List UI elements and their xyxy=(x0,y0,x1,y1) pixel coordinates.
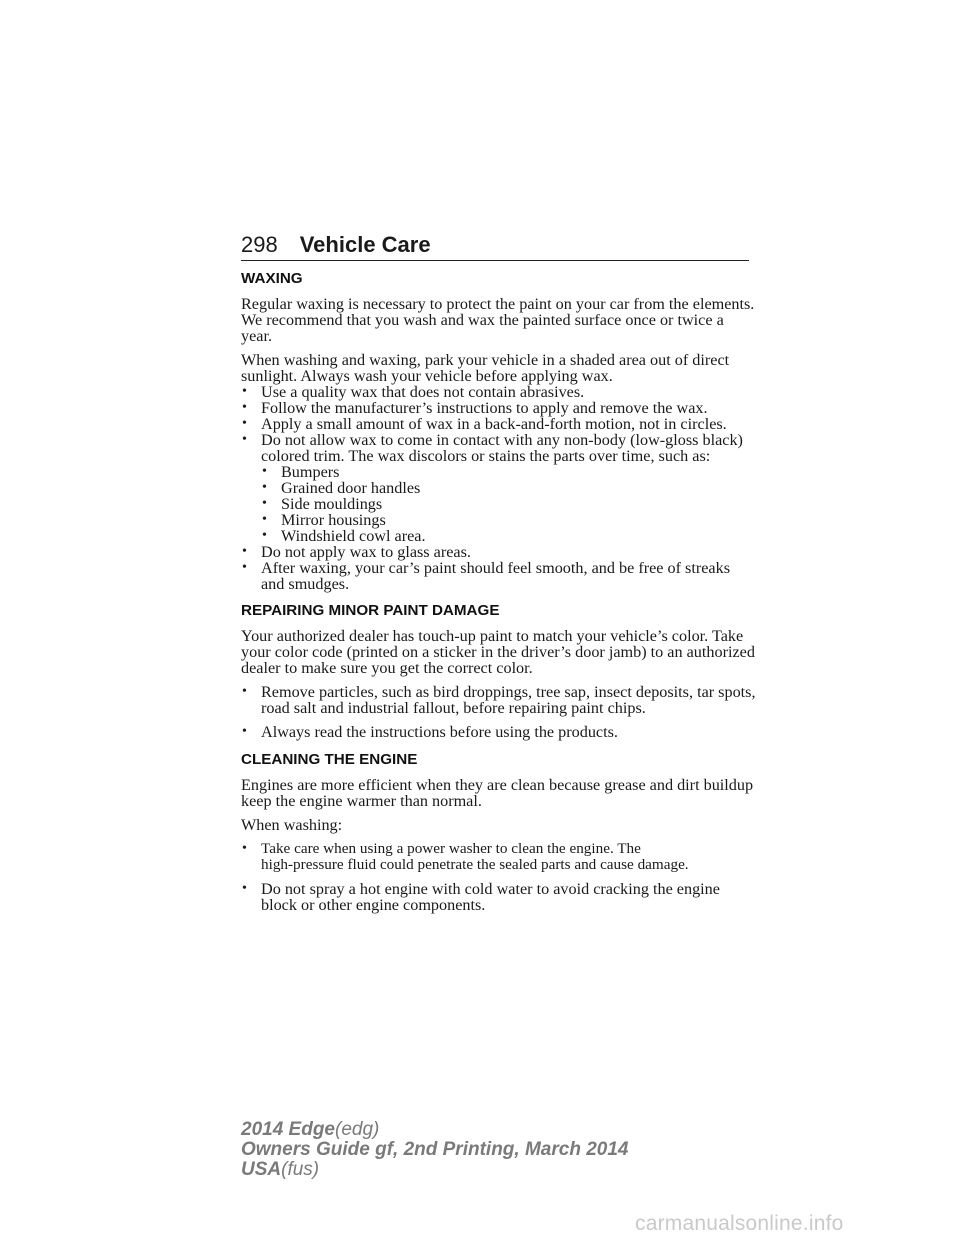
list-item xyxy=(241,841,756,873)
document-footer xyxy=(241,1120,628,1180)
list-item xyxy=(241,432,756,464)
footer-model-line xyxy=(241,1120,628,1140)
list-item-text: Apply a small amount of wax in a back-and-forth motion, not in circles. xyxy=(261,415,727,433)
sub-list-item xyxy=(241,528,756,544)
when-washing-label: When washing: xyxy=(241,816,343,834)
watermark: carmanualsonline.info xyxy=(635,1212,844,1235)
list-item-text-line-1: Take care when using a power washer to clean the engine. The xyxy=(261,840,641,857)
waxing-paragraph-2: When washing and waxing, park your vehicle in a shaded area out of direct sunlight. Always wash your vehicle before applying wax. xyxy=(241,351,730,385)
sub-list-item-text: Mirror housings xyxy=(281,511,386,529)
sub-list-item xyxy=(241,480,756,496)
bullet-icon: • xyxy=(242,432,247,447)
paint-damage-bullet-list xyxy=(241,684,756,740)
list-item-text: Always read the instructions before using the products. xyxy=(261,723,618,741)
list-item xyxy=(241,544,756,560)
bullet-icon: • xyxy=(242,544,247,559)
engine-cleaning-bullet-list xyxy=(241,841,756,913)
waxing-heading: WAXING xyxy=(241,270,303,287)
list-item xyxy=(241,881,756,913)
sub-list-item xyxy=(241,496,756,512)
page-header xyxy=(241,228,749,261)
list-item xyxy=(241,384,756,400)
bullet-icon: • xyxy=(242,560,247,575)
page-content xyxy=(241,270,756,913)
waxing-paragraph-1: Regular waxing is necessary to protect the paint on your car from the elements. We recommend that you wash and wax the painted surface once or twice a year. xyxy=(241,295,755,345)
footer-market-line xyxy=(241,1160,628,1180)
sub-list-item xyxy=(241,512,756,528)
bullet-icon: • xyxy=(262,528,267,543)
footer-model: 2014 Edge xyxy=(241,1119,335,1140)
bullet-icon: • xyxy=(262,512,267,527)
engine-cleaning-heading: CLEANING THE ENGINE xyxy=(241,751,418,768)
bullet-icon: • xyxy=(242,841,247,856)
list-item xyxy=(241,560,756,592)
bullet-icon: • xyxy=(242,384,247,399)
bullet-icon: • xyxy=(242,400,247,415)
list-item-text: Remove particles, such as bird droppings, tree sap, insect deposits, tar spots, road salt and industrial fallout, before repairing paint chips. xyxy=(261,683,756,717)
sub-list-item-text: Side mouldings xyxy=(281,495,383,513)
list-item-text: Use a quality wax that does not contain abrasives. xyxy=(261,383,585,401)
list-item-text: Follow the manufacturer’s instructions to apply and remove the wax. xyxy=(261,399,708,417)
footer-market: USA xyxy=(241,1159,282,1180)
bullet-icon: • xyxy=(262,496,267,511)
waxing-bullet-list xyxy=(241,384,756,592)
paint-damage-heading: REPAIRING MINOR PAINT DAMAGE xyxy=(241,602,500,619)
paint-damage-paragraph: Your authorized dealer has touch-up paint to match your vehicle’s color. Take your color code (printed on a sticker in the driver’s door jamb) to an authorized dealer to make sure you get the correct color. xyxy=(241,627,755,677)
list-item-text: After waxing, your car’s paint should feel smooth, and be free of streaks and smudges. xyxy=(261,559,730,593)
sub-list-item-text: Windshield cowl area. xyxy=(281,527,426,545)
list-item xyxy=(241,416,756,432)
list-item-text-line-2: high-pressure fluid could penetrate the sealed parts and cause damage. xyxy=(261,856,689,873)
bullet-icon: • xyxy=(262,480,267,495)
list-item-text: Do not spray a hot engine with cold water to avoid cracking the engine block or other engine components. xyxy=(261,880,720,914)
bullet-icon: • xyxy=(242,416,247,431)
list-item-text: Do not allow wax to come in contact with any non-body (low-gloss black) colored trim. The wax discolors or stains the parts over time, such as: xyxy=(261,431,743,465)
list-item xyxy=(241,724,756,740)
sub-list-item-text: Grained door handles xyxy=(281,479,421,497)
footer-model-code: (edg) xyxy=(335,1119,380,1140)
sub-list-item-text: Bumpers xyxy=(281,463,340,481)
bullet-icon: • xyxy=(242,881,247,896)
bullet-icon: • xyxy=(262,464,267,479)
list-item xyxy=(241,684,756,716)
list-item-text: Do not apply wax to glass areas. xyxy=(261,543,471,561)
footer-printing-line: Owners Guide gf, 2nd Printing, March 2014 xyxy=(241,1139,629,1160)
engine-cleaning-paragraph: Engines are more efficient when they are clean because grease and dirt buildup keep the engine warmer than normal. xyxy=(241,776,754,810)
bullet-icon: • xyxy=(242,724,247,739)
sub-list-item xyxy=(241,464,756,480)
bullet-icon: • xyxy=(242,684,247,699)
footer-market-code: (fus) xyxy=(281,1159,320,1180)
section-title: Vehicle Care xyxy=(299,232,431,257)
page-number: 298 xyxy=(241,232,278,257)
list-item xyxy=(241,400,756,416)
